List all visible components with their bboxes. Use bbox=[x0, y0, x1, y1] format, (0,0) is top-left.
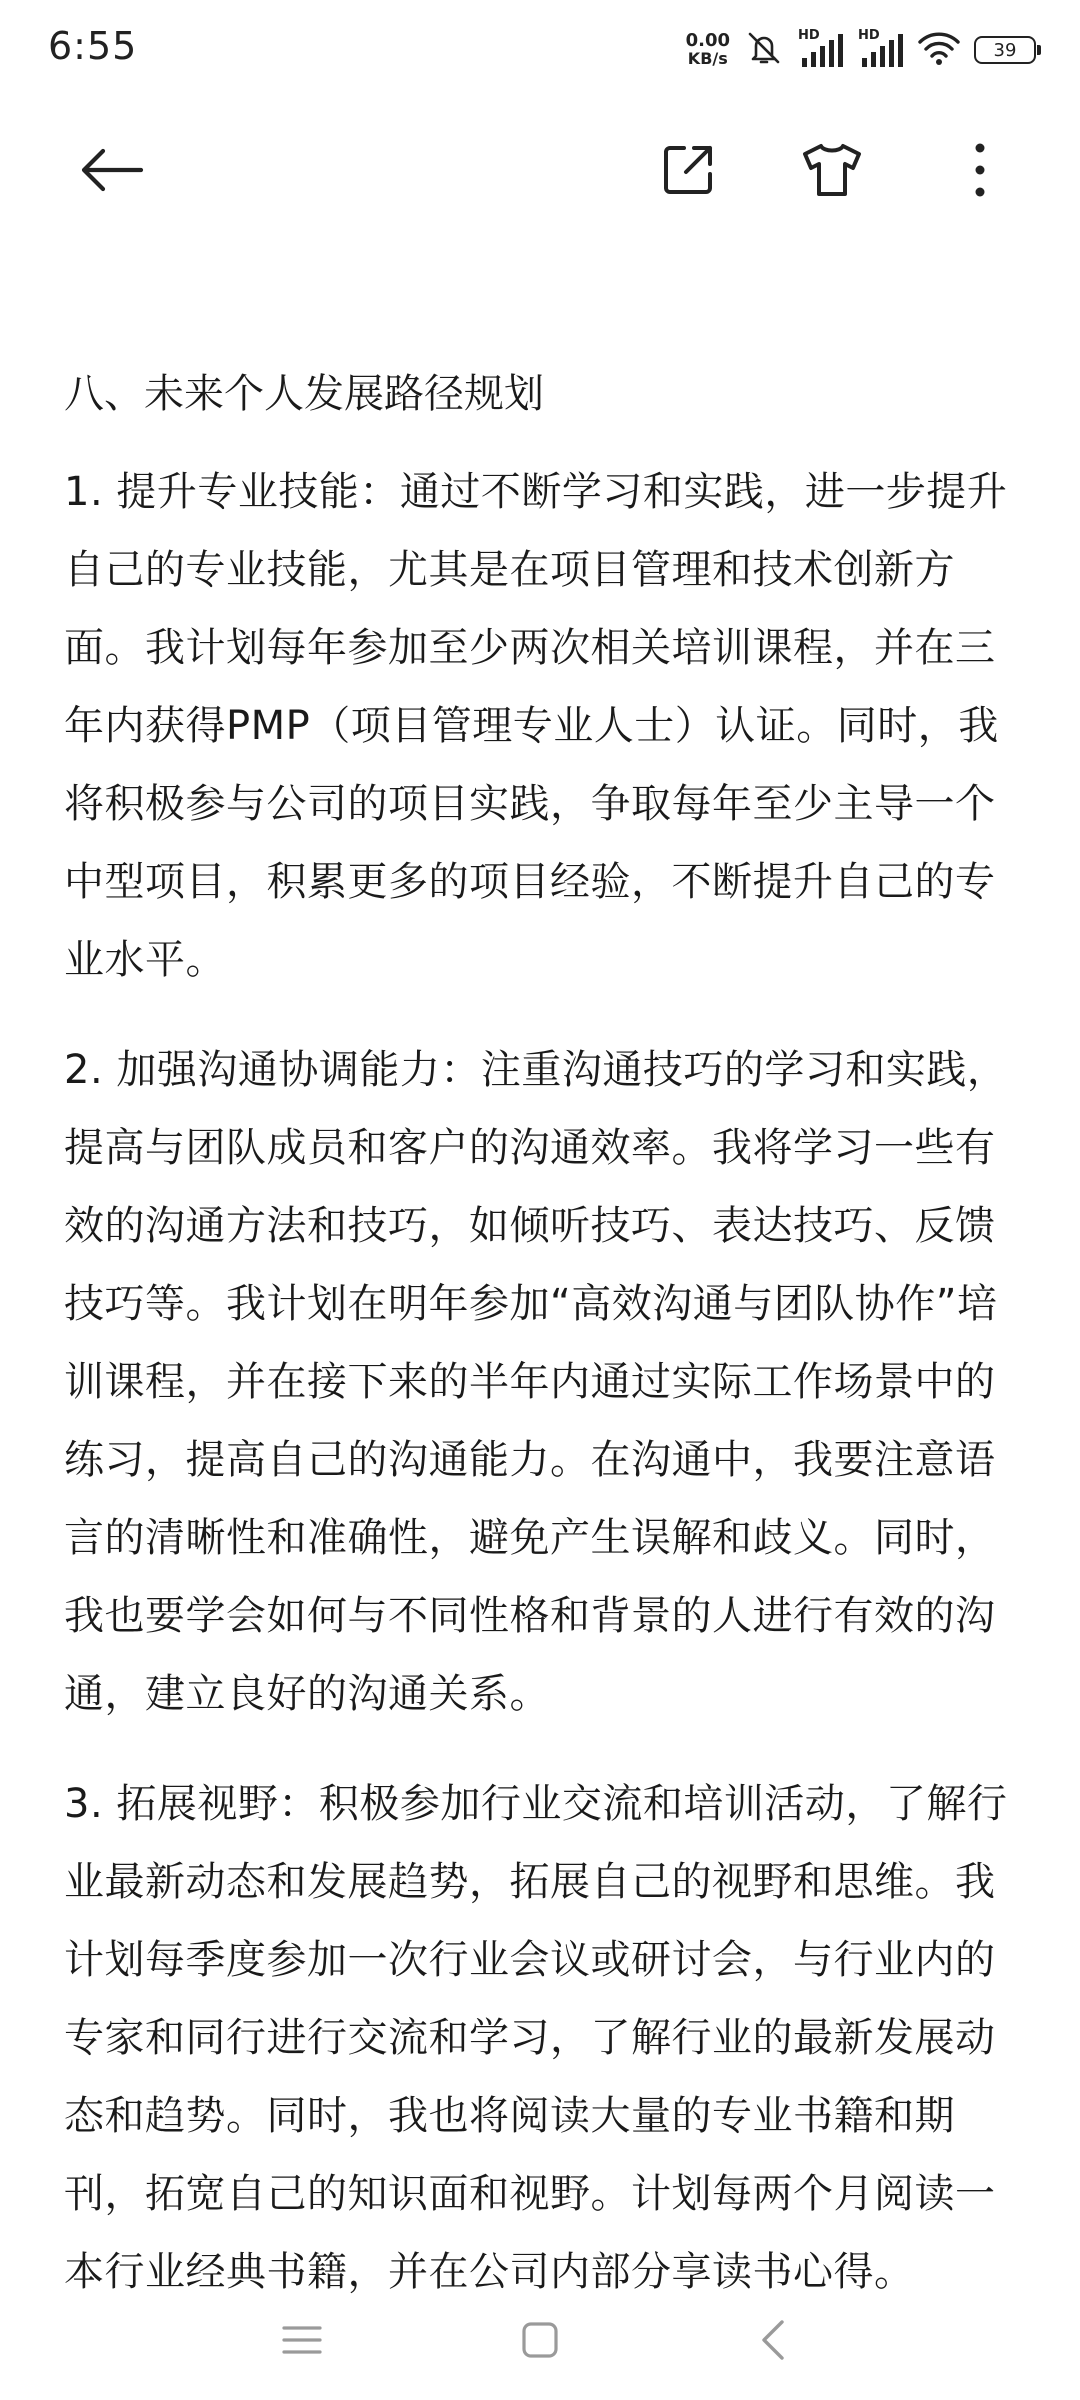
back-button[interactable] bbox=[62, 120, 162, 220]
network-speed bbox=[686, 32, 730, 68]
share-button[interactable] bbox=[638, 120, 738, 220]
recent-apps-button[interactable] bbox=[262, 2300, 342, 2380]
section-title: 八、未来个人发展路径规划 bbox=[64, 371, 544, 417]
menu-icon bbox=[280, 2322, 324, 2358]
article-paragraph: 1. 提升专业技能：通过不断学习和实践，进一步提升自己的专业技能，尤其是在项目管理和技术创新方面。我计划每年参加至少两次相关培训课程，并在三年内获得PMP（项目管理专业人士）认证。同时，我将积极参与公司的项目实践，争取每年至少主导一个中型项目，积累更多的项目经验，不断提升自己的专业水平。 bbox=[64, 469, 1008, 983]
theme-button[interactable] bbox=[782, 120, 882, 220]
status-time: 6:55 bbox=[48, 24, 138, 68]
signal-icon bbox=[858, 30, 904, 70]
wifi-icon bbox=[918, 30, 960, 70]
battery-level: 39 bbox=[993, 39, 1017, 61]
article-paragraph: 3. 拓展视野：积极参加行业交流和培训活动，了解行业最新动态和发展趋势，拓展自己的视野和思维。我计划每季度参加一次行业会议或研讨会，与行业内的专家和同行进行交流和学习，了解行业的最新发展动态和趋势。同时，我也将阅读大量的专业书籍和期刊，拓宽自己的知识面和视野。计划每两个月阅读一本行业经典书籍，并在公司内部分享读书心得。 bbox=[64, 1781, 1008, 2295]
mute-bell-icon bbox=[744, 28, 784, 72]
status-bar bbox=[0, 0, 1080, 100]
reader-toolbar bbox=[0, 120, 1080, 220]
signal-icon bbox=[798, 30, 844, 70]
article-content bbox=[64, 355, 1020, 2343]
home-button[interactable] bbox=[500, 2300, 580, 2380]
system-back-button[interactable] bbox=[734, 2300, 814, 2380]
home-square-icon bbox=[520, 2320, 560, 2360]
signal-hd-label: HD bbox=[858, 28, 880, 43]
signal-hd-label: HD bbox=[798, 28, 820, 43]
back-arrow-icon bbox=[77, 145, 147, 195]
more-vertical-icon bbox=[970, 140, 990, 200]
article-paragraph: 2. 加强沟通协调能力：注重沟通技巧的学习和实践，提高与团队成员和客户的沟通效率。我将学习一些有效的沟通方法和技巧，如倾听技巧、表达技巧、反馈技巧等。我计划在明年参加“高效沟通与团队协作”培训课程，并在接下来的半年内通过实际工作场景中的练习，提高自己的沟通能力。在沟通中，我要注意语言的清晰性和准确性，避免产生误解和歧义。同时，我也要学会如何与不同性格和背景的人进行有效的沟通，建立良好的沟通关系。 bbox=[64, 1047, 1008, 1717]
network-speed-unit: KB/s bbox=[687, 49, 728, 68]
back-chevron-icon bbox=[756, 2318, 792, 2362]
tshirt-icon bbox=[799, 140, 865, 200]
status-icons bbox=[686, 28, 1036, 72]
battery-icon bbox=[974, 36, 1036, 64]
more-button[interactable] bbox=[930, 120, 1030, 220]
share-icon bbox=[658, 140, 718, 200]
network-speed-value: 0.00 bbox=[685, 30, 730, 51]
